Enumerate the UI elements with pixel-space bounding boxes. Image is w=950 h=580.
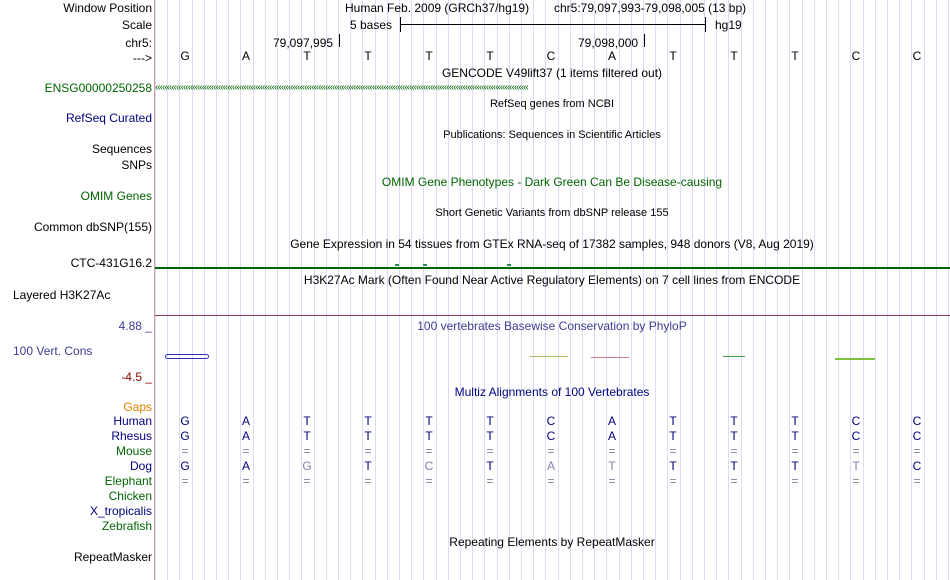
- label-chrom: chr5:: [125, 36, 152, 50]
- reference-base: C: [912, 49, 922, 63]
- alignment-base: =: [364, 444, 372, 458]
- alignment-base: =: [303, 444, 311, 458]
- reference-base: T: [730, 49, 738, 63]
- label-strand-arrow: --->: [133, 51, 152, 65]
- alignment-base: =: [791, 444, 799, 458]
- reference-base: T: [669, 49, 677, 63]
- reference-base: T: [791, 49, 799, 63]
- alignment-base: T: [486, 459, 494, 473]
- h3k27ac-signal-line: [155, 315, 950, 316]
- alignment-base: T: [730, 414, 738, 428]
- track-title-h3k27ac[interactable]: H3K27Ac Mark (Often Found Near Active Regulatory Elements) on 7 cell lines from ENCODE: [303, 273, 801, 287]
- reference-base: T: [303, 49, 311, 63]
- label-repeatmasker[interactable]: RepeatMasker: [73, 550, 152, 564]
- reference-base: T: [425, 49, 433, 63]
- label-sequences[interactable]: Sequences: [91, 142, 152, 156]
- gtex-mark: [507, 264, 511, 266]
- assembly-text: Human Feb. 2009 (GRCh37/hg19): [345, 1, 530, 15]
- alignment-base: A: [607, 429, 617, 443]
- alignment-base: C: [424, 459, 434, 473]
- species-label[interactable]: Dog: [129, 459, 152, 473]
- species-label[interactable]: Chicken: [108, 489, 152, 503]
- alignment-base: =: [547, 474, 555, 488]
- species-label[interactable]: Mouse: [115, 444, 152, 458]
- alignment-base: =: [913, 444, 921, 458]
- alignment-base: A: [241, 429, 251, 443]
- cons-bar-red: [591, 357, 629, 358]
- alignment-base: =: [608, 444, 616, 458]
- alignment-base: =: [730, 444, 738, 458]
- cons-bar-green-small: [723, 356, 745, 357]
- gtex-mark: [395, 264, 399, 266]
- label-cons-min: -4.5 _: [121, 370, 152, 384]
- label-scale: Scale: [121, 18, 152, 32]
- alignment-base: =: [852, 474, 860, 488]
- alignment-base: T: [669, 414, 677, 428]
- alignment-base: =: [669, 474, 677, 488]
- cons-bar-green: [530, 356, 568, 357]
- species-label[interactable]: Rhesus: [111, 429, 152, 443]
- alignment-base: =: [425, 444, 433, 458]
- label-omim-genes[interactable]: OMIM Genes: [80, 189, 152, 203]
- reference-base: T: [364, 49, 372, 63]
- alignment-base: T: [303, 429, 311, 443]
- alignment-base: G: [302, 459, 312, 473]
- scale-text: 5 bases: [350, 18, 393, 32]
- alignment-base: T: [425, 414, 433, 428]
- alignment-base: G: [180, 429, 190, 443]
- alignment-base: =: [547, 444, 555, 458]
- track-title-phylop[interactable]: 100 vertebrates Basewise Conservation by PhyloP: [417, 319, 687, 333]
- track-title-omim[interactable]: OMIM Gene Phenotypes - Dark Green Can Be Disease-causing: [381, 175, 723, 189]
- alignment-base: T: [669, 429, 677, 443]
- species-label[interactable]: X_tropicalis: [89, 504, 152, 518]
- scale-bar-right-tick: [705, 17, 706, 32]
- alignment-base: =: [669, 444, 677, 458]
- scale-bar: [400, 24, 706, 25]
- alignment-base: =: [852, 444, 860, 458]
- alignment-base: C: [546, 429, 556, 443]
- alignment-base: =: [303, 474, 311, 488]
- cons-bar-green-right: [835, 358, 875, 360]
- label-gaps[interactable]: Gaps: [123, 400, 152, 414]
- track-title-gtex[interactable]: Gene Expression in 54 tissues from GTEx RNA-seq of 17382 samples, 948 donors (V8, Aug 2019): [290, 237, 814, 251]
- alignment-base: T: [669, 459, 677, 473]
- alignment-base: C: [851, 414, 861, 428]
- alignment-base: T: [852, 459, 860, 473]
- alignment-base: =: [425, 474, 433, 488]
- alignment-base: C: [851, 429, 861, 443]
- label-common-dbsnp[interactable]: Common dbSNP(155): [33, 220, 152, 234]
- label-gene-id[interactable]: ENSG00000250258: [44, 81, 152, 95]
- label-layered-h3k27ac[interactable]: Layered H3K27Ac: [13, 288, 111, 302]
- alignment-base: =: [486, 474, 494, 488]
- gtex-mark: [423, 264, 427, 266]
- alignment-base: T: [730, 429, 738, 443]
- alignment-base: =: [608, 474, 616, 488]
- alignment-base: G: [180, 414, 190, 428]
- position-text: chr5:79,097,993-79,098,005 (13 bp): [554, 1, 747, 15]
- label-100-vert-cons[interactable]: 100 Vert. Cons: [13, 344, 93, 358]
- alignment-base: T: [303, 414, 311, 428]
- ctc-gene-line[interactable]: [155, 267, 950, 269]
- alignment-base: T: [791, 414, 799, 428]
- gene-arrows[interactable]: ‹‹‹‹‹‹‹‹‹‹‹‹‹‹‹‹‹‹‹‹‹‹‹‹‹‹‹‹‹‹‹‹‹‹‹‹‹‹‹‹‹‹‹‹‹‹‹‹‹‹‹‹‹‹‹‹‹‹‹‹‹‹‹‹‹‹‹‹‹‹‹‹‹‹‹‹‹‹‹‹‹‹‹‹‹‹‹‹‹‹‹‹‹‹‹‹‹‹‹‹‹‹‹‹‹‹‹‹‹‹‹‹‹‹‹‹‹‹‹‹‹‹‹‹‹‹‹‹‹‹‹‹‹‹‹‹‹‹‹‹‹‹‹‹‹‹‹‹‹‹‹‹‹‹‹‹‹‹‹‹: [155, 82, 528, 93]
- alignment-base: T: [364, 429, 372, 443]
- label-window-position: Window Position: [63, 1, 152, 15]
- alignment-base: =: [364, 474, 372, 488]
- coord-right: 79,098,000: [578, 36, 639, 50]
- alignment-base: C: [546, 414, 556, 428]
- coord-right-tick: [644, 34, 645, 47]
- track-labels-panel: [0, 0, 155, 580]
- track-title-multiz[interactable]: Multiz Alignments of 100 Vertebrates: [454, 385, 650, 399]
- alignment-base: =: [913, 474, 921, 488]
- reference-base: C: [546, 49, 556, 63]
- alignment-base: G: [180, 459, 190, 473]
- alignment-base: =: [730, 474, 738, 488]
- alignment-base: A: [546, 459, 556, 473]
- alignment-base: T: [730, 459, 738, 473]
- track-image[interactable]: [155, 0, 950, 580]
- alignment-base: =: [242, 444, 250, 458]
- alignment-base: T: [425, 429, 433, 443]
- alignment-base: A: [607, 414, 617, 428]
- alignment-base: =: [486, 444, 494, 458]
- reference-base: C: [851, 49, 861, 63]
- alignment-base: T: [791, 459, 799, 473]
- scale-db: hg19: [715, 18, 742, 32]
- track-title-dbsnp[interactable]: Short Genetic Variants from dbSNP release 155: [435, 207, 669, 219]
- label-cons-max: 4.88 _: [118, 319, 152, 333]
- species-label[interactable]: Human: [113, 414, 152, 428]
- alignment-base: T: [364, 414, 372, 428]
- coord-left-tick: [339, 34, 340, 47]
- track-title-publications[interactable]: Publications: Sequences in Scientific Articles: [443, 129, 661, 141]
- label-refseq-curated[interactable]: RefSeq Curated: [65, 111, 152, 125]
- reference-base: G: [180, 49, 190, 63]
- label-snps[interactable]: SNPs: [121, 158, 152, 172]
- alignment-base: A: [241, 459, 251, 473]
- alignment-base: =: [181, 474, 189, 488]
- alignment-base: C: [912, 414, 922, 428]
- track-title-repeatmasker[interactable]: Repeating Elements by RepeatMasker: [449, 535, 655, 549]
- coord-left: 79,097,995: [273, 36, 334, 50]
- alignment-base: T: [364, 459, 372, 473]
- reference-base: A: [607, 49, 617, 63]
- alignment-base: =: [242, 474, 250, 488]
- alignment-base: T: [486, 414, 494, 428]
- species-label[interactable]: Elephant: [104, 474, 152, 488]
- species-label[interactable]: Zebrafish: [101, 519, 152, 533]
- cons-bar-blue: [165, 354, 209, 359]
- alignment-base: T: [791, 429, 799, 443]
- label-ctc-gene[interactable]: CTC-431G16.2: [70, 256, 152, 270]
- alignment-base: =: [791, 474, 799, 488]
- reference-base: A: [241, 49, 251, 63]
- alignment-base: C: [912, 429, 922, 443]
- track-title-gencode[interactable]: GENCODE V49lift37 (1 items filtered out): [441, 66, 663, 80]
- reference-base: T: [486, 49, 494, 63]
- alignment-base: =: [181, 444, 189, 458]
- alignment-base: A: [241, 414, 251, 428]
- alignment-base: T: [486, 429, 494, 443]
- alignment-base: T: [608, 459, 616, 473]
- track-title-refseq[interactable]: RefSeq genes from NCBI: [489, 98, 615, 110]
- alignment-base: C: [912, 459, 922, 473]
